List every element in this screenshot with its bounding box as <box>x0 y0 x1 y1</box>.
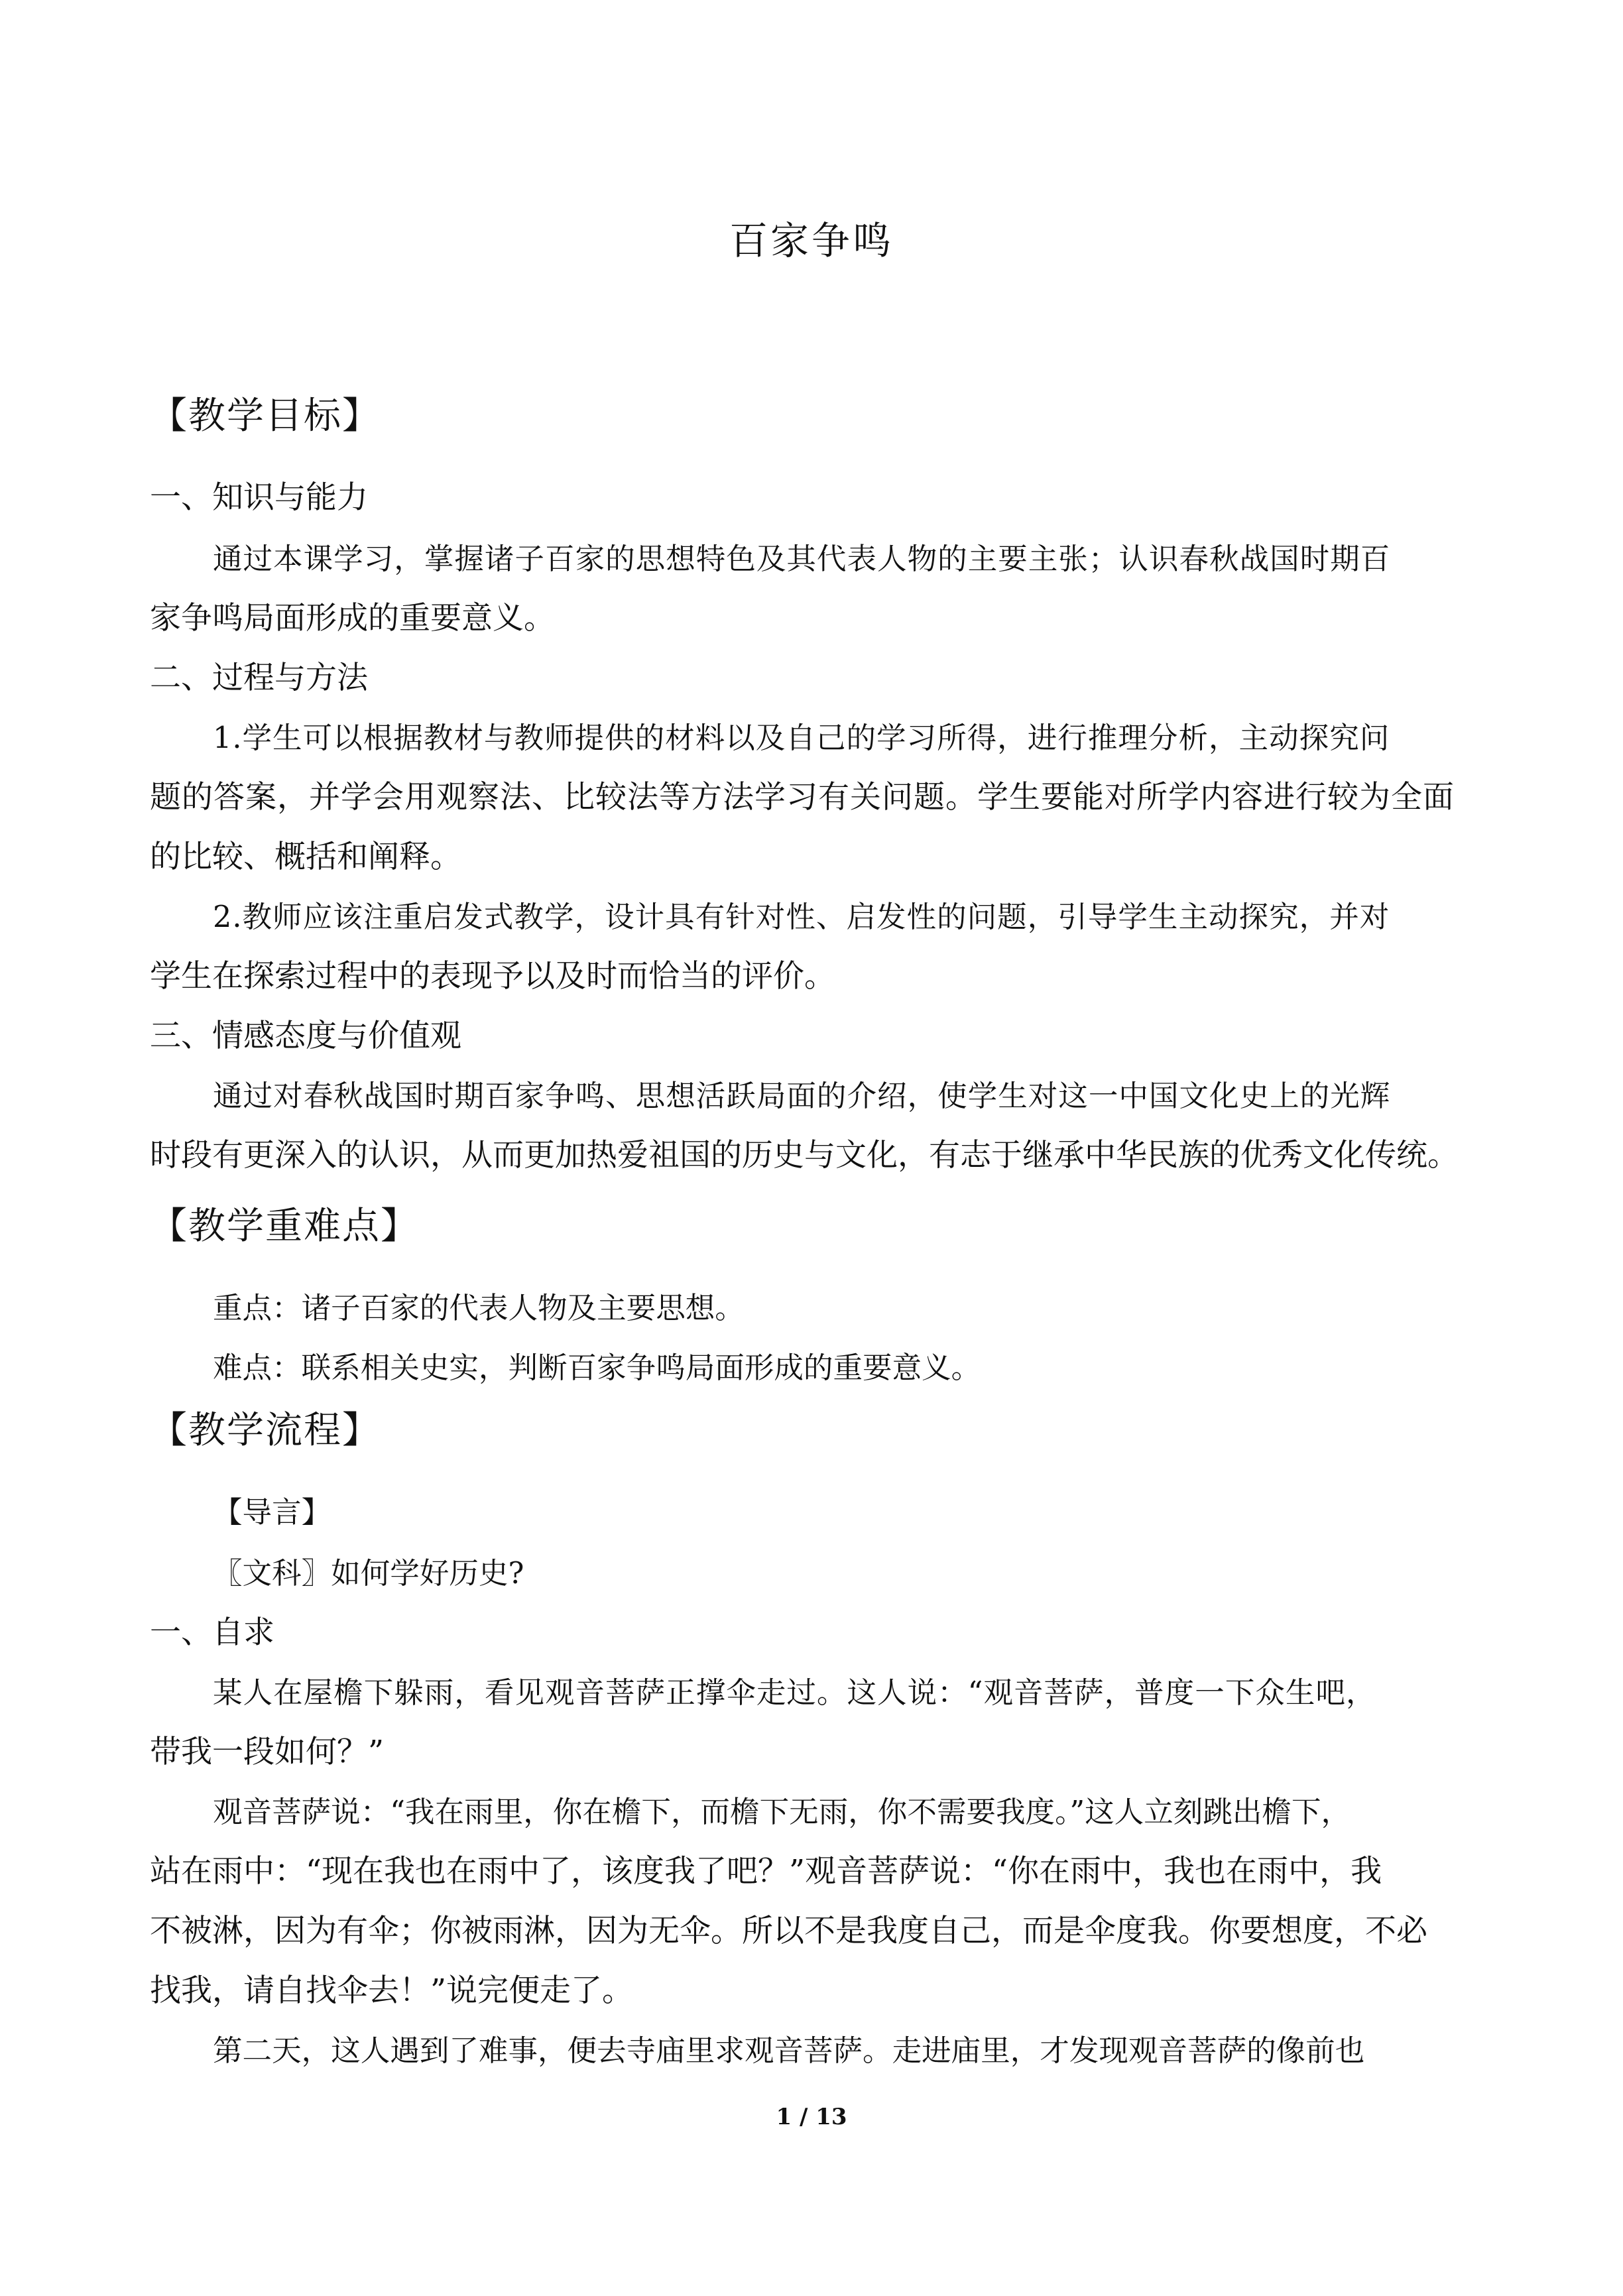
page-number: 1 / 13 <box>776 2104 847 2130</box>
paragraph-line: 通过本课学习，掌握诸子百家的思想特色及其代表人物的主要主张；认识春秋战国时期百 <box>213 542 1391 576</box>
page-title: 百家争鸣 <box>729 218 894 263</box>
paragraph-line: 某人在屋檐下躲雨，看见观音菩萨正撑伞走过。这人说：“观音菩萨，普度一下众生吧， <box>213 1675 1376 1710</box>
paragraph-line: 题的答案，并学会用观察法、比较法等方法学习有关问题。学生要能对所学内容进行较为全面 <box>150 779 1455 816</box>
paragraph-line: 第二天，这人遇到了难事，便去寺庙里求观音菩萨。走进庙里，才发现观音菩萨的像前也 <box>213 2033 1365 2068</box>
paragraph-line: 2.教师应该注重启发式教学，设计具有针对性、启发性的问题，引导学生主动探究，并对 <box>213 900 1390 934</box>
subheading-process-method: 二、过程与方法 <box>150 660 368 696</box>
section-heading-process: 【教学流程】 <box>150 1409 381 1452</box>
paragraph-line: 通过对春秋战国时期百家争鸣、思想活跃局面的介绍，使学生对这一中国文化史上的光辉 <box>213 1079 1391 1113</box>
subheading-knowledge-ability: 一、知识与能力 <box>150 479 368 516</box>
subheading-emotion-values: 三、情感态度与价值观 <box>150 1018 461 1054</box>
intro-question: 〖文科〗如何学好历史? <box>213 1556 524 1591</box>
paragraph-line: 时段有更深入的认识，从而更加热爱祖国的历史与文化，有志于继承中华民族的优秀文化传统。 <box>150 1137 1459 1174</box>
paragraph-line: 1.学生可以根据教材与教师提供的材料以及自己的学习所得，进行推理分析，主动探究问 <box>213 721 1390 755</box>
paragraph-line: 的比较、概括和阐释。 <box>150 839 461 875</box>
section-heading-key-points: 【教学重难点】 <box>150 1205 419 1248</box>
subheading-self-seek: 一、自求 <box>150 1614 274 1651</box>
difficulty-line: 难点：联系相关史实，判断百家争鸣局面形成的重要意义。 <box>213 1351 981 1385</box>
section-heading-objectives: 【教学目标】 <box>150 394 381 438</box>
intro-label: 【导言】 <box>213 1495 331 1530</box>
paragraph-line: 家争鸣局面形成的重要意义。 <box>150 600 555 636</box>
paragraph-line: 不被淋，因为有伞；你被雨淋，因为无伞。所以不是我度自己，而是伞度我。你要想度，不必 <box>150 1913 1427 1949</box>
paragraph-line: 学生在探索过程中的表现予以及时而恰当的评价。 <box>150 958 835 995</box>
paragraph-line: 找我，请自找伞去！”说完便走了。 <box>150 1972 634 2009</box>
paragraph-line: 站在雨中：“现在我也在雨中了，该度我了吧？”观音菩萨说：“你在雨中，我也在雨中，我 <box>150 1853 1382 1890</box>
paragraph-line: 带我一段如何？” <box>150 1734 385 1770</box>
focus-line: 重点：诸子百家的代表人物及主要思想。 <box>213 1291 745 1325</box>
paragraph-line: 观音菩萨说：“我在雨里，你在檐下，而檐下无雨，你不需要我度。”这人立刻跳出檐下， <box>213 1795 1351 1829</box>
